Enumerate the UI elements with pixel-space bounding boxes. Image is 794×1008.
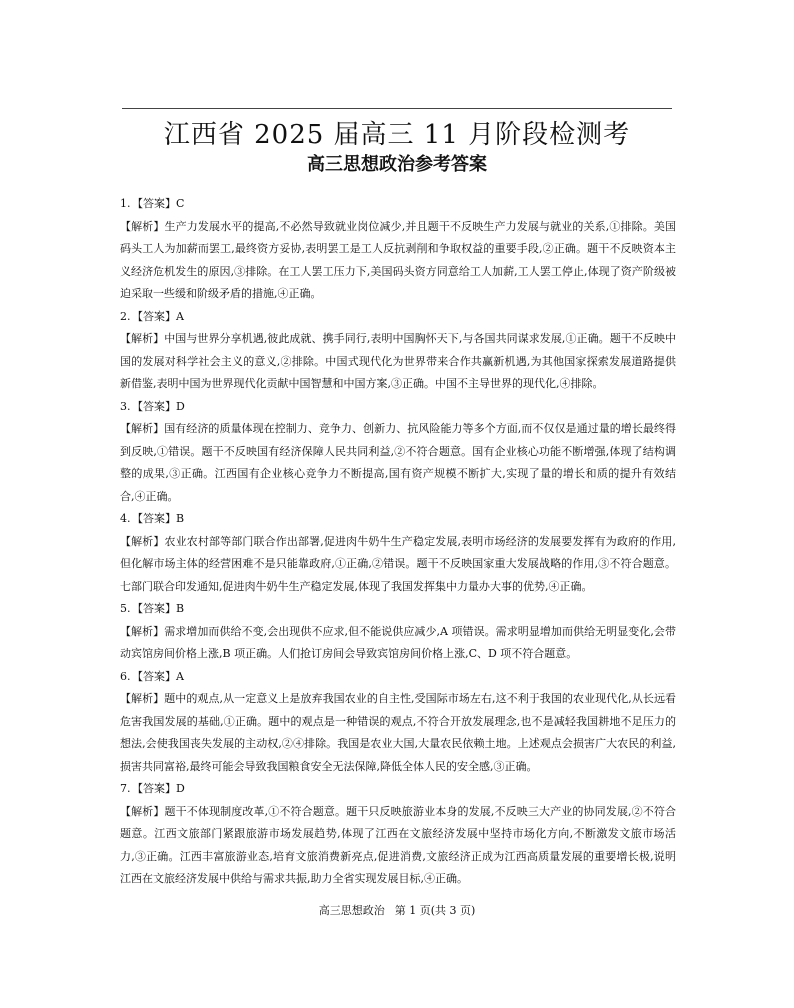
question-item xyxy=(120,193,676,306)
question-item xyxy=(120,508,676,598)
answer-list xyxy=(120,193,676,891)
question-number: 1. xyxy=(120,197,131,210)
question-number: 5. xyxy=(120,602,131,615)
question-item xyxy=(120,598,676,666)
question-number: 7. xyxy=(120,782,131,795)
answer-line xyxy=(120,396,676,419)
answer-line xyxy=(120,598,676,621)
question-item xyxy=(120,778,676,891)
question-item xyxy=(120,666,676,779)
analysis-text: 【解析】题中的观点,从一定意义上是放弃我国农业的自主性,受国际市场左右,这不利于我国的农业现代化,从长远看危害我国发展的基础,①正确。题中的观点是一种错误的观点,不符合开放发展理念,也不是减轻我国耕地不足压力的想法,会使我国丧失发展的主动权,②④排除。我国是农业大国,大量农民依赖土地。上述观点会损害广大农民的利益,损害共同富裕,最终可能会导致我国粮食安全无法保障,降低全体人民的安全感,③正确。 xyxy=(120,692,676,773)
analysis-text: 【解析】题干不体现制度改革,①不符合题意。题干只反映旅游业本身的发展,不反映三大产业的协同发展,②不符合题意。江西文旅部门紧跟旅游市场发展趋势,体现了江西在文旅经济发展中坚持市场化方向,不断激发文旅市场活力,③正确。江西丰富旅游业态,培育文旅消费新亮点,促进消费,文旅经济正成为江西高质量发展的重要增长极,说明江西在文旅经济发展中供给与需求共振,助力全省实现发展目标,④正确。 xyxy=(120,804,676,885)
answer-text: 【答案】B xyxy=(132,602,185,615)
question-number: 4. xyxy=(120,512,131,525)
answer-line xyxy=(120,306,676,329)
answer-text: 【答案】B xyxy=(132,512,185,525)
question-number: 2. xyxy=(120,309,131,323)
footer-subject: 高三思想政治 xyxy=(318,904,385,917)
page-subtitle: 高三思想政治参考答案 xyxy=(307,154,487,175)
header-rule xyxy=(122,108,672,109)
answer-text: 【答案】A xyxy=(132,309,184,323)
answer-text: 【答案】C xyxy=(132,197,185,210)
page-footer xyxy=(0,903,794,919)
analysis-text: 【解析】农业农村部等部门联合作出部署,促进肉牛奶牛生产稳定发展,表明市场经济的发展要发挥有为政府的作用,但化解市场主体的经营困难不是只能靠政府,①正确,②错误。题干不反映国家重大发展战略的作用,③不符合题意。七部门联合印发通知,促进肉牛奶牛生产稳定发展,体现了我国发挥集中力量办大事的优势,④正确。 xyxy=(120,534,676,593)
question-item xyxy=(120,396,676,509)
analysis-text: 【解析】国有经济的质量体现在控制力、竞争力、创新力、抗风险能力等多个方面,而不仅仅是通过量的增长最终得到反映,①错误。题干不反映国有经济保障人民共同利益,②不符合题意。国有企业核心功能不断增强,体现了结构调整的成果,③正确。江西国有企业核心竞争力不断提高,国有资产规模不断扩大,实现了量的增长和质的提升有效结合,④正确。 xyxy=(120,422,676,503)
analysis-text: 【解析】需求增加而供给不变,会出现供不应求,但不能说供应减少,A 项错误。需求明显增加而供给无明显变化,会带动宾馆房间价格上涨,B 项正确。人们抢订房间会导致宾馆房间价格上涨,C、D 项不符合题意。 xyxy=(120,624,676,660)
analysis-text: 【解析】中国与世界分享机遇,彼此成就、携手同行,表明中国胸怀天下,与各国共同谋求发展,①正确。题干不反映中国的发展对科学社会主义的意义,②排除。中国式现代化为世界带来合作共赢新机遇,为其他国家探索发展道路提供新借鉴,表明中国为世界现代化贡献中国智慧和中国方案,③正确。中国不主导世界的现代化,④排除。 xyxy=(120,332,676,390)
page-title: 江西省 2025 届高三 11 月阶段检测考 xyxy=(163,120,631,150)
answer-line xyxy=(120,508,676,531)
question-item xyxy=(120,306,676,396)
answer-line xyxy=(120,778,676,801)
answer-text: 【答案】A xyxy=(132,669,184,683)
question-number: 6. xyxy=(120,669,131,683)
question-number: 3. xyxy=(120,399,131,413)
answer-text: 【答案】D xyxy=(132,782,185,795)
answer-line xyxy=(120,193,676,216)
answer-text: 【答案】D xyxy=(132,399,185,413)
answer-line xyxy=(120,666,676,689)
analysis-text: 【解析】生产力发展水平的提高,不必然导致就业岗位减少,并且题干不反映生产力发展与就业的关系,①排除。美国码头工人为加薪而罢工,最终资方妥协,表明罢工是工人反抗剥削和争取权益的重要手段,②正确。题干不反映资本主义经济危机发生的原因,③排除。在工人罢工压力下,美国码头资方同意给工人加薪,工人罢工停止,体现了资产阶级被迫采取一些缓和阶级矛盾的措施,④正确。 xyxy=(120,219,676,300)
footer-page-number: 第 1 页(共 3 页) xyxy=(394,904,476,917)
